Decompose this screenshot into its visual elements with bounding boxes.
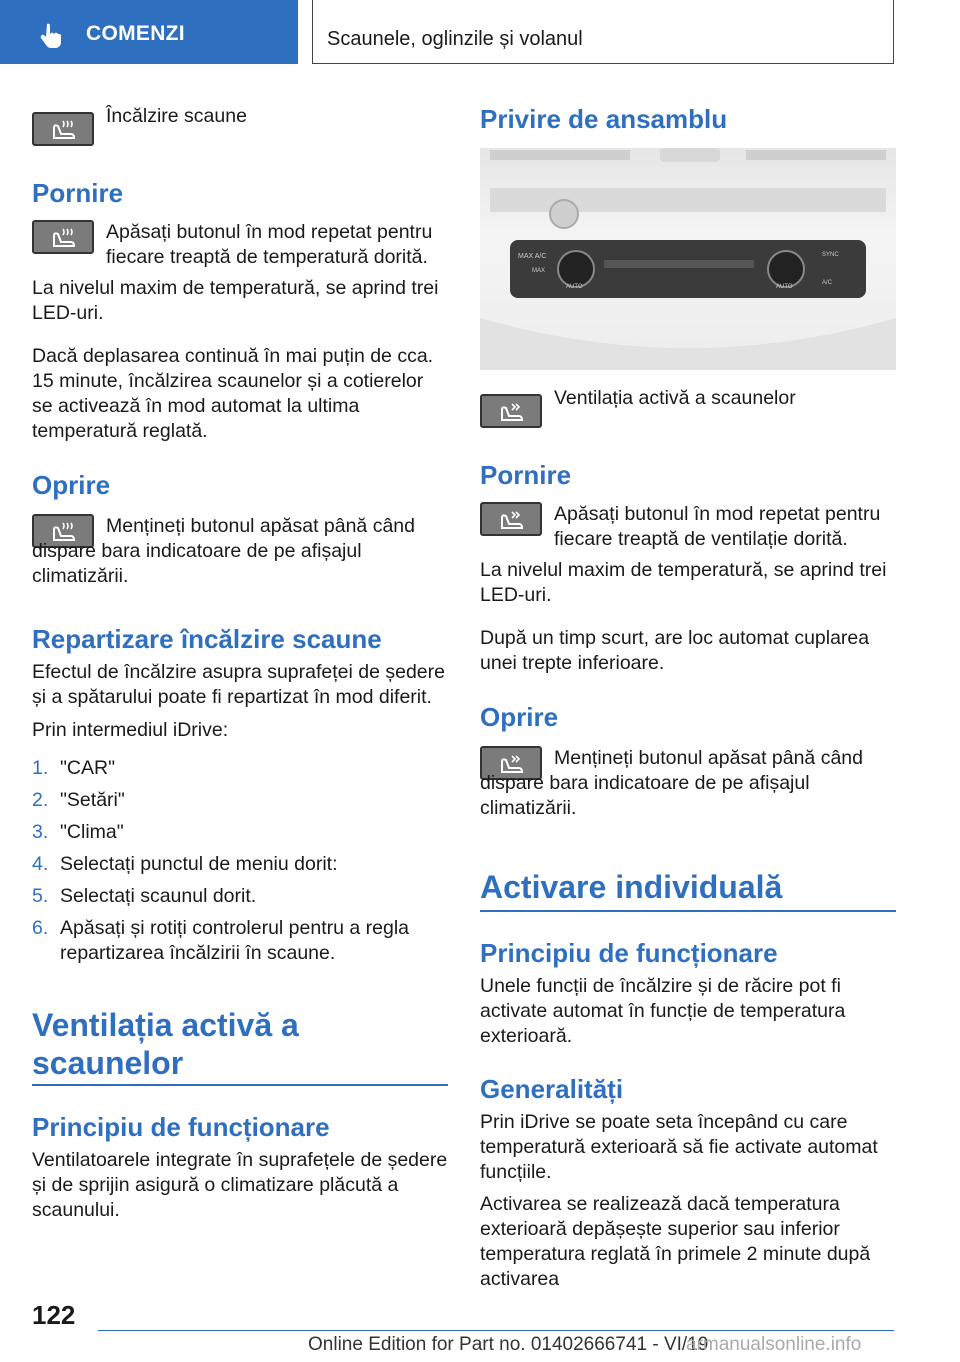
seat-heating-caption: Încălzire scaune: [106, 105, 247, 127]
auto-activation-text: Dacă deplasarea continuă în mai puțin de cca. 15 minute, încălzirea scaunelor și a cotierelor se activează în mod automat la ultima temperatură reglată.: [32, 345, 434, 442]
seat-heating-caption-row: [32, 96, 247, 146]
repartizare-text: Efectul de încălzire asupra suprafeței de ședere și a spătarului poate fi repartizat în mod diferit.: [32, 661, 445, 708]
heading-pornire: Pornire: [32, 178, 124, 208]
oprire-text: Mențineți butonul apăsat până când dispare bara indicatoare de pe afișajul climatizării.: [480, 747, 863, 819]
seat-heating-icon: [32, 220, 94, 254]
heading-generalitati: Generalități: [480, 1074, 624, 1104]
watermark-text: armanualsonline.info: [686, 1334, 862, 1355]
list-item: 1. "CAR": [32, 757, 116, 779]
max-ac-label: MAX A/C: [518, 253, 547, 260]
principiu-text: Unele funcții de încălzire și de răcire pot fi activate automat în funcție de temperatura exterioară.: [480, 975, 846, 1047]
heading-principiu: Principiu de funcționare: [480, 938, 778, 968]
chapter-tab: [0, 0, 298, 64]
heading-rule: [480, 910, 896, 912]
section-header: [312, 0, 894, 64]
footer-rule: [98, 1330, 894, 1331]
heading-privire: Privire de ansamblu: [480, 104, 728, 134]
page-number: 122: [32, 1300, 76, 1330]
hand-pointer-icon: [38, 22, 64, 48]
heading-repartizare: Repartizare încălzire scaune: [32, 624, 382, 654]
principiu-text: Ventilatoarele integrate în suprafețele de ședere și de sprijin asigură o climatizare plăcută a scaunului.: [32, 1149, 448, 1221]
pornire-text: Apăsați butonul în mod repetat pentru fiecare treaptă de temperatură dorită.: [106, 221, 433, 268]
seat-ventilation-icon: [480, 502, 542, 536]
scurt-text: După un timp scurt, are loc automat cuplarea unei trepte inferioare.: [480, 627, 870, 674]
section-title: Scaunele, oglinzile și volanul: [327, 28, 583, 50]
seat-heating-icon: [32, 112, 94, 146]
climate-panel-photo: [480, 148, 896, 370]
sync-label: SYNC: [822, 252, 839, 258]
list-item: 5. Selectați scaunul dorit.: [32, 885, 257, 907]
idrive-text: Prin intermediul iDrive:: [32, 719, 229, 741]
max-level-text: La nivelul maxim de temperatură, se aprind trei LED-uri.: [480, 559, 887, 606]
auto-left-label: AUTO: [566, 284, 583, 290]
list-item: 2. "Setări": [32, 789, 125, 811]
auto-right-label: AUTO: [776, 284, 793, 290]
heading-oprire: Oprire: [480, 702, 559, 732]
max-label: MAX: [532, 268, 546, 274]
list-item: 4. Selectați punctul de meniu dorit:: [32, 853, 338, 875]
heading-oprire: Oprire: [32, 470, 111, 500]
heading-pornire: Pornire: [480, 460, 572, 490]
activarea-text: Activarea se realizează dacă temperatura exterioară depășește superior sau inferior temperatura reglată în primele 2 minute după activarea: [480, 1193, 871, 1290]
pornire-text: Apăsați butonul în mod repetat pentru fiecare treaptă de ventilație dorită.: [554, 503, 881, 550]
heading-activare: Activare individuală: [480, 869, 783, 905]
seat-ventilation-icon: [480, 394, 542, 428]
max-level-text: La nivelul maxim de temperatură, se aprind trei LED-uri.: [32, 277, 439, 324]
list-item: 3. "Clima": [32, 821, 124, 843]
ac-label: A/C: [822, 280, 833, 286]
heading-principiu: Principiu de funcționare: [32, 1112, 330, 1142]
oprire-text: Mențineți butonul apăsat până când dispare bara indicatoare de pe afișajul climatizării.: [32, 515, 415, 587]
pornire-row: [32, 204, 448, 270]
vent-caption: Ventilația activă a scaunelor: [554, 387, 796, 409]
vent-caption-row: [480, 378, 796, 428]
heading-ventilatie: Ventilația activă a scaunelor: [32, 1007, 299, 1081]
heading-rule: [32, 1084, 448, 1086]
steps-list: [32, 756, 448, 973]
pornire-row: [480, 486, 896, 552]
list-item: 6. Apăsați și rotiți controlerul pentru a regla repartizarea încălzirii în scaune.: [32, 917, 410, 964]
generalitati-text: Prin iDrive se poate seta începând cu care temperatură exterioară să fie activate automat funcțiile.: [480, 1111, 878, 1183]
chapter-tab-label: COMENZI: [86, 22, 185, 45]
edition-text: Online Edition for Part no. 01402666741 - VI/19: [308, 1334, 709, 1355]
